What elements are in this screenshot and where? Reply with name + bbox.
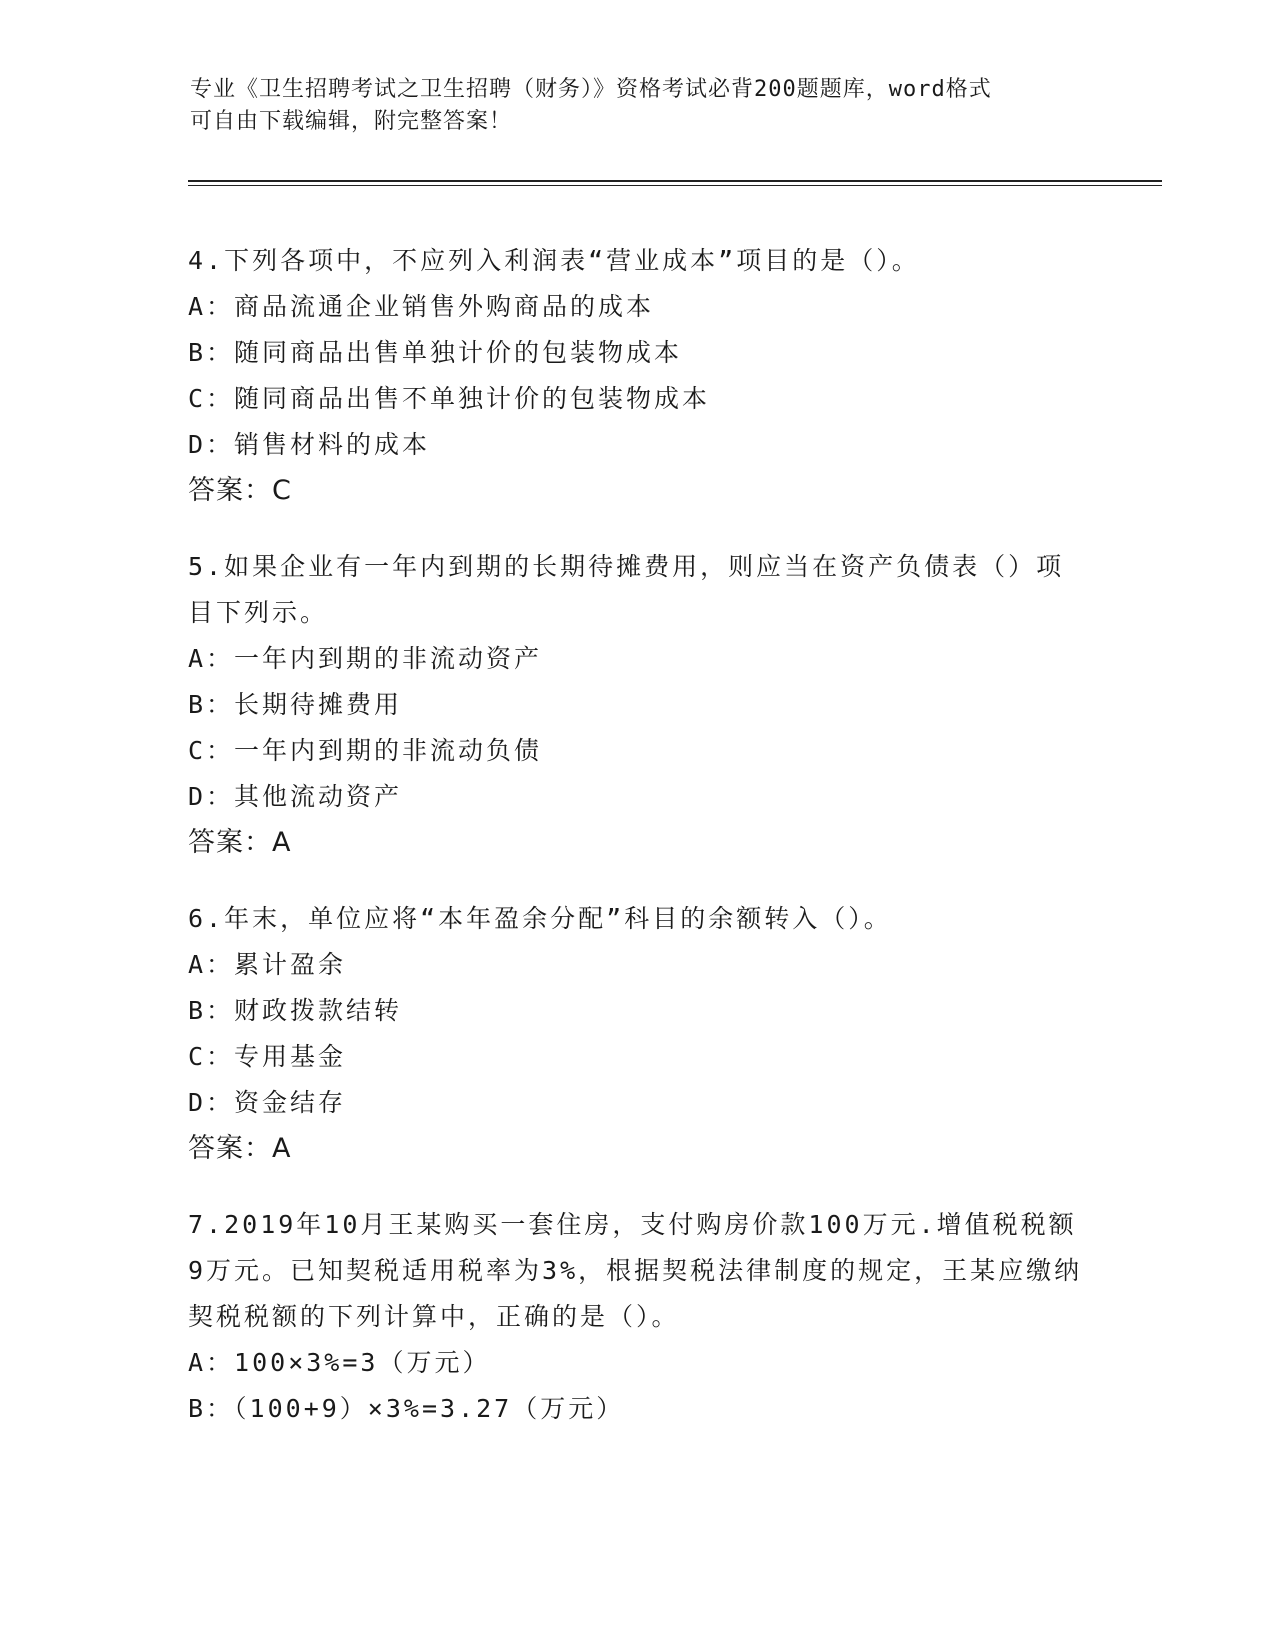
question-text: 4.下列各项中，不应列入利润表“营业成本”项目的是（）。	[188, 246, 920, 275]
option-c: C：专用基金	[188, 1042, 347, 1071]
question-text: 7.2019年10月王某购买一套住房，支付购房价款100万元.增值税税额9万元。已知契税适用税率为3%，根据契税法律制度的规定，王某应缴纳契税税额的下列计算中，正确的是（）。	[188, 1210, 1083, 1331]
option-d: D：其他流动资产	[188, 782, 403, 811]
answer: 答案：A	[188, 1133, 292, 1164]
option-a: A：一年内到期的非流动资产	[188, 644, 543, 673]
header-divider-thick	[188, 180, 1162, 182]
option-c: C：随同商品出售不单独计价的包装物成本	[188, 384, 711, 413]
answer: 答案：A	[188, 827, 292, 858]
option-a: A：商品流通企业销售外购商品的成本	[188, 292, 655, 321]
option-b: B：长期待摊费用	[188, 690, 403, 719]
option-b: B：（100+9）×3%=3.27（万元）	[188, 1394, 625, 1423]
answer: 答案：C	[188, 475, 292, 506]
question-list	[188, 238, 1088, 1462]
option-d: D：资金结存	[188, 1088, 347, 1117]
option-c: C：一年内到期的非流动负债	[188, 736, 543, 765]
document-header	[190, 74, 1090, 138]
question-text: 5.如果企业有一年内到期的长期待摊费用，则应当在资产负债表（）项目下列示。	[188, 552, 1065, 627]
question-text: 6.年末，单位应将“本年盈余分配”科目的余额转入（）。	[188, 904, 892, 933]
question-4	[188, 238, 1088, 514]
option-b: B：随同商品出售单独计价的包装物成本	[188, 338, 683, 367]
question-6	[188, 896, 1088, 1172]
option-b: B：财政拨款结转	[188, 996, 403, 1025]
question-7	[188, 1202, 1088, 1432]
question-5	[188, 544, 1088, 866]
header-line-1: 专业《卫生招聘考试之卫生招聘（财务）》资格考试必背200题题库，word格式	[190, 77, 992, 102]
header-line-2: 可自由下载编辑，附完整答案！	[190, 109, 513, 134]
option-d: D：销售材料的成本	[188, 430, 431, 459]
option-a: A：累计盈余	[188, 950, 347, 979]
option-a: A：100×3%=3（万元）	[188, 1348, 491, 1377]
header-divider-thin	[188, 185, 1162, 186]
